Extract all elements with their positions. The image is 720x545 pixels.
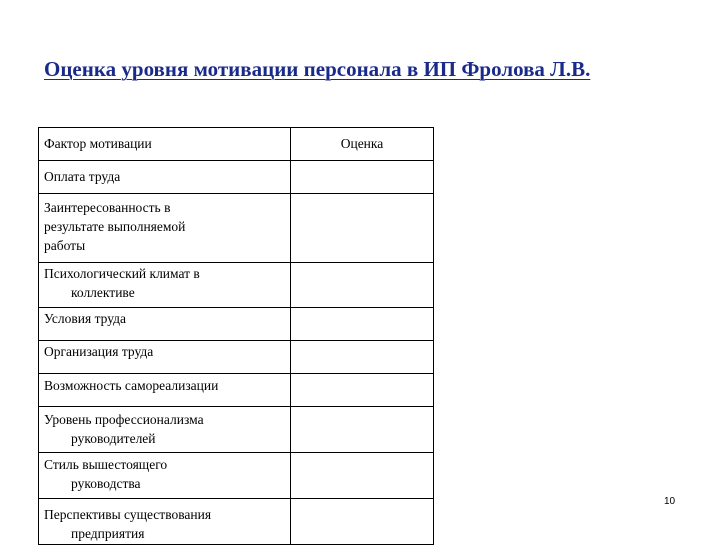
factor-cell [39, 308, 291, 341]
factor-text-line: работы [44, 238, 86, 253]
score-cell[interactable] [291, 308, 434, 341]
table-row [39, 308, 434, 341]
score-cell[interactable] [291, 341, 434, 374]
factor-cell [39, 263, 291, 308]
table-row [39, 453, 434, 499]
score-cell[interactable] [291, 499, 434, 545]
factor-text-line: коллективе [71, 285, 135, 300]
factor-text-line: Возможность самореализации [44, 378, 219, 393]
table-row [39, 407, 434, 453]
factor-text-line: Стиль вышестоящего [44, 457, 168, 472]
score-cell[interactable] [291, 453, 434, 499]
table-row [39, 161, 434, 194]
score-cell[interactable] [291, 263, 434, 308]
header-score-cell [291, 128, 434, 161]
table-row [39, 374, 434, 407]
score-cell[interactable] [291, 407, 434, 453]
factor-cell [39, 374, 291, 407]
score-cell[interactable] [291, 374, 434, 407]
factor-cell [39, 453, 291, 499]
table-row [39, 194, 434, 263]
table-row [39, 499, 434, 545]
score-cell[interactable] [291, 161, 434, 194]
factor-text-line: руководителей [71, 431, 156, 446]
factor-text-line: Условия труда [44, 311, 126, 326]
table-row [39, 341, 434, 374]
slide-title: Оценка уровня мотивации персонала в ИП Фролова Л.В. [44, 57, 591, 81]
score-cell[interactable] [291, 194, 434, 263]
factor-text-line: Перспективы существования [44, 507, 212, 522]
factor-text-line: Психологический климат в [44, 266, 200, 281]
factor-cell [39, 341, 291, 374]
factor-text-line: Уровень профессионализма [44, 412, 204, 427]
factor-text-line: Оплата труда [44, 169, 121, 184]
factor-cell [39, 161, 291, 194]
page-number: 10 [664, 496, 676, 507]
factor-text-line: руководства [71, 476, 141, 491]
header-factor-label: Фактор мотивации [44, 136, 152, 151]
factor-text-line: результате выполняемой [44, 219, 186, 234]
factor-cell [39, 194, 291, 263]
factor-text-line: Заинтересованность в [44, 200, 171, 215]
factor-cell [39, 407, 291, 453]
factor-cell [39, 499, 291, 545]
header-factor-cell [39, 128, 291, 161]
motivation-table [38, 127, 434, 545]
header-score-label: Оценка [340, 136, 384, 151]
factor-text-line: Организация труда [44, 344, 154, 359]
table-row [39, 263, 434, 308]
factor-text-line: предприятия [71, 526, 145, 541]
table-header-row [39, 128, 434, 161]
